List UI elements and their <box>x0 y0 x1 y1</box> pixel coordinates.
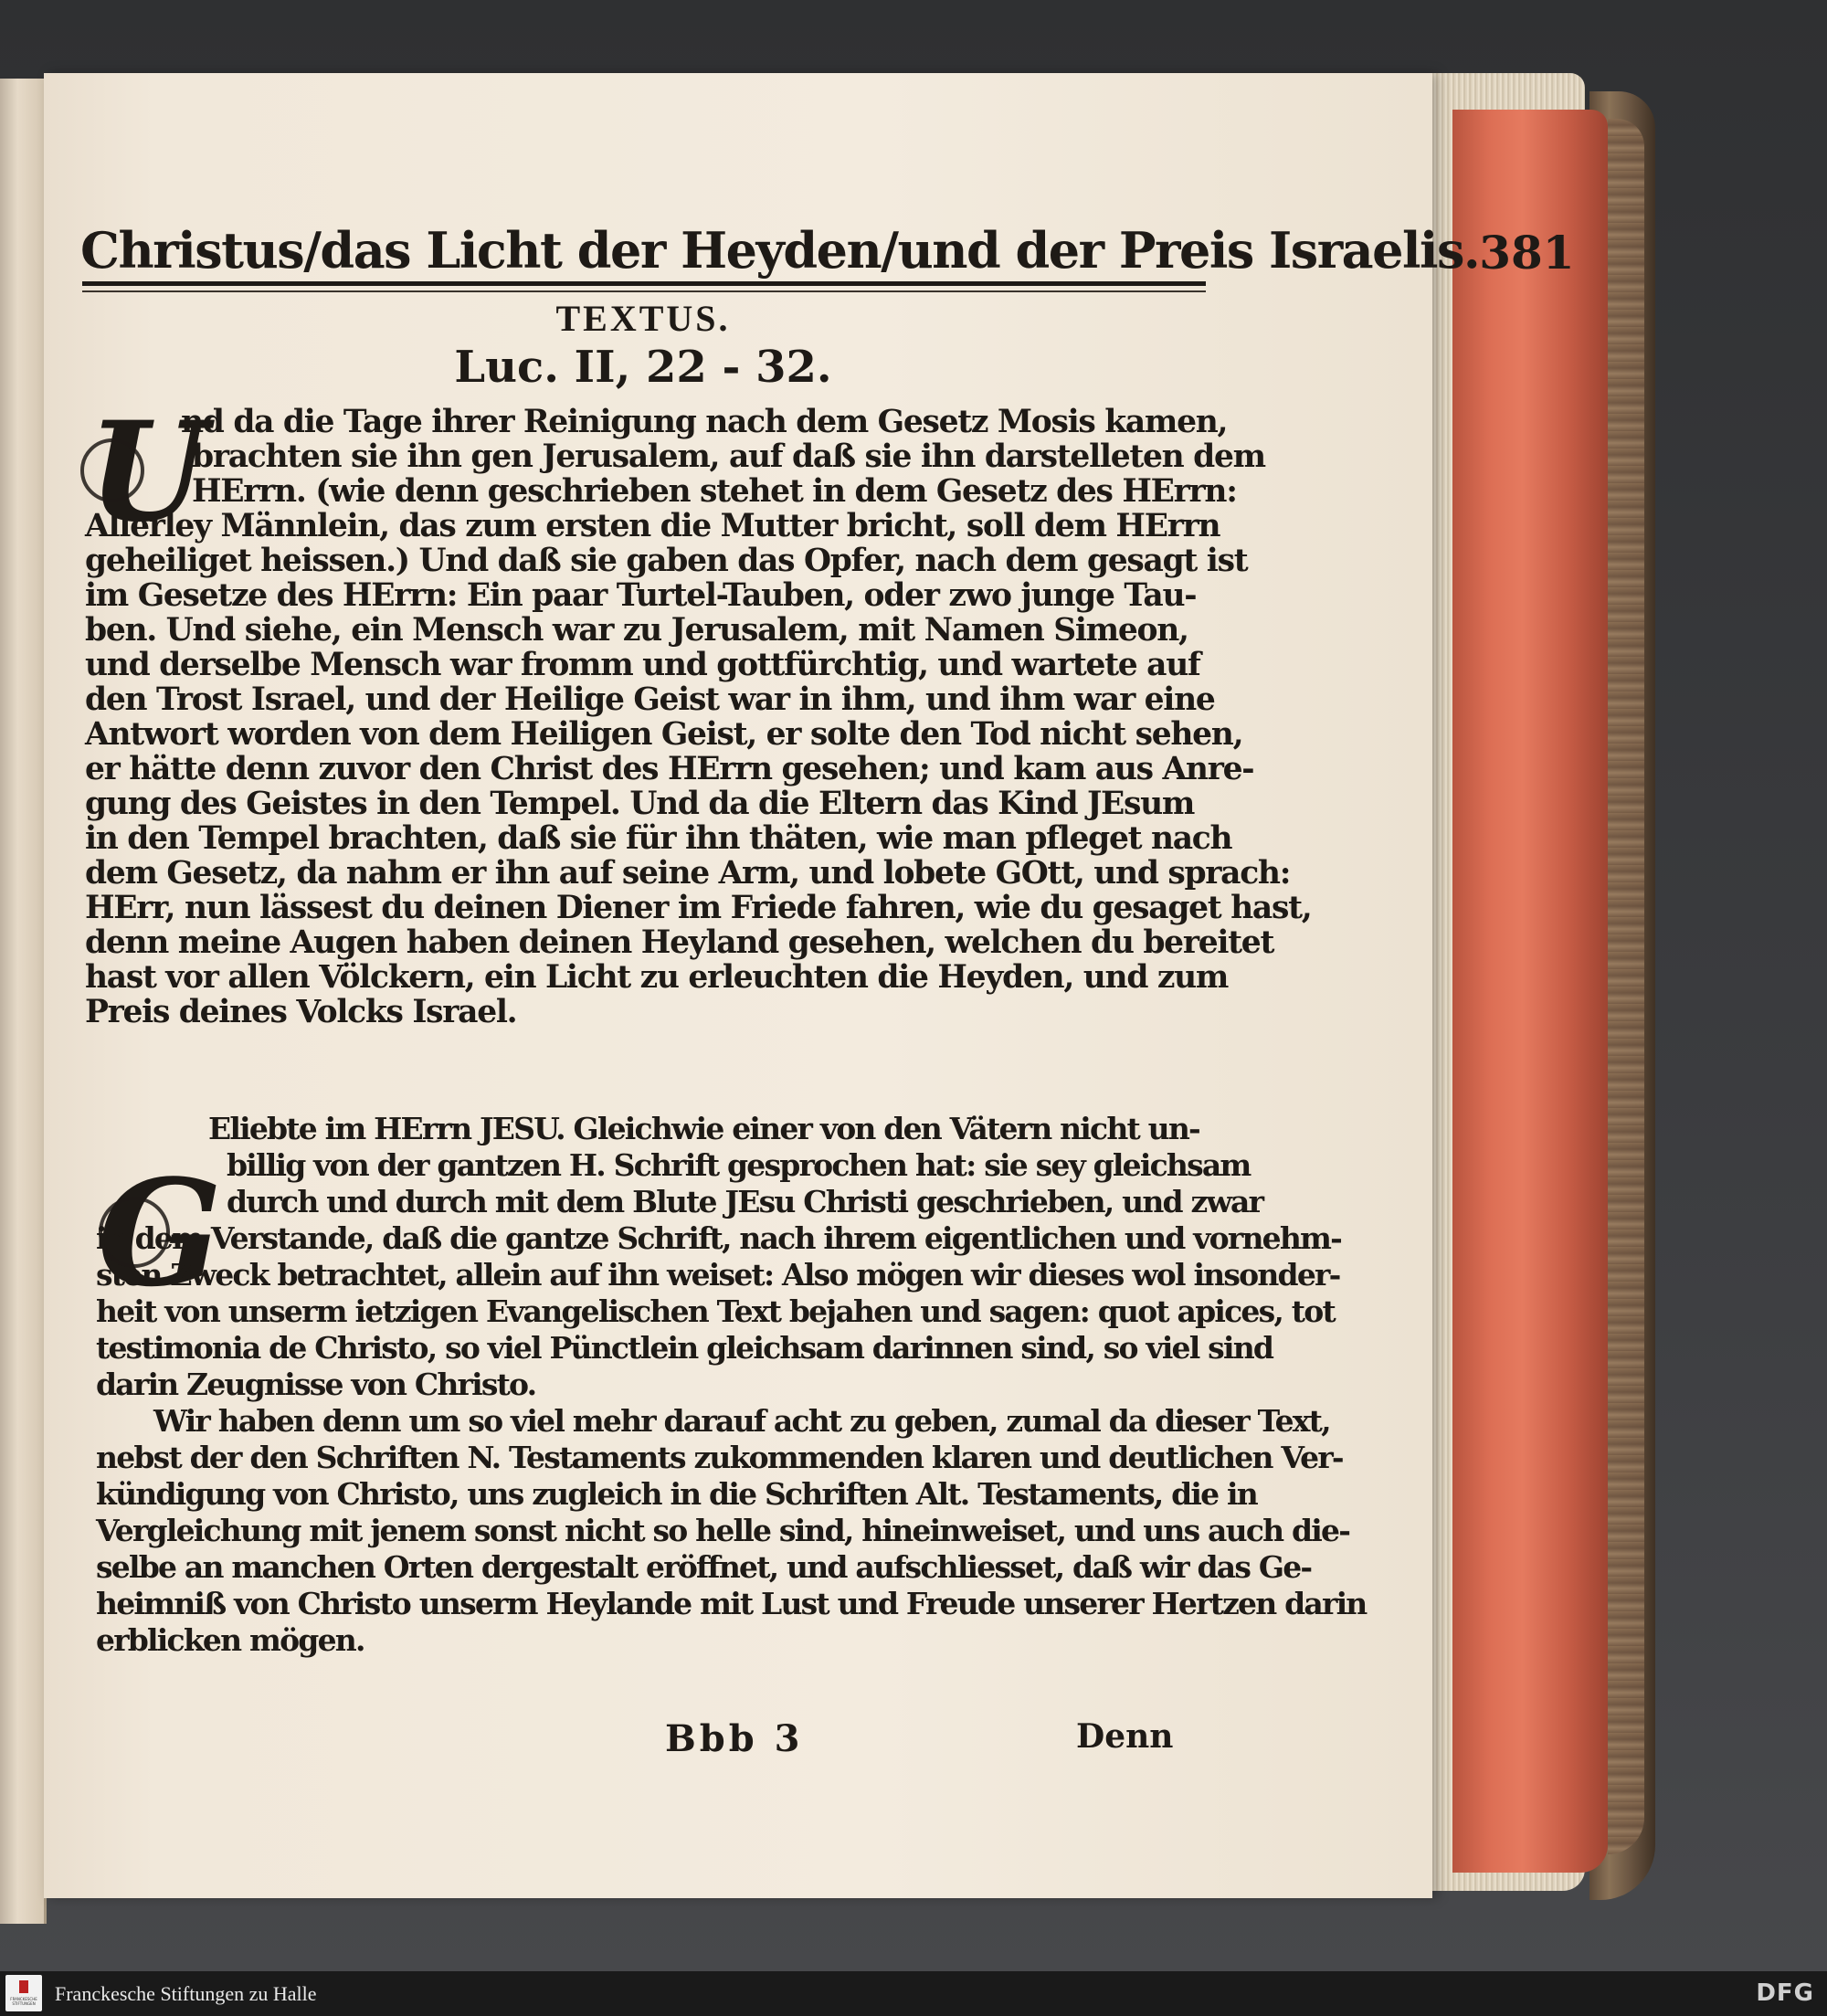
scripture-line: im Gesetze des HErrn: Ein paar Turtel-Tauben, oder zwo junge Tau- <box>85 577 1197 614</box>
institution-name[interactable]: Franckesche Stiftungen zu Halle <box>55 1982 317 2005</box>
logo-mark-icon <box>19 1980 28 1993</box>
scripture-line: denn meine Augen haben deinen Heyland gesehen, welchen du bereitet <box>85 924 1274 961</box>
scripture-reference: Luc. II, 22 - 32. <box>454 342 832 393</box>
scripture-line: ben. Und siehe, ein Mensch war zu Jerusalem, mit Namen Simeon, <box>85 612 1188 649</box>
sermon-line: heimniß von Christo unserm Heylande mit Lust und Freude unserer Hertzen darin <box>96 1586 1367 1621</box>
sermon-line: billig von der gantzen H. Schrift gesprochen hat: sie sey gleichsam <box>227 1147 1251 1183</box>
scripture-line: Allerley Männlein, das zum ersten die Mutter bricht, soll dem HErrn <box>85 508 1220 544</box>
left-page-edge <box>0 79 47 1924</box>
dropcap-g: G <box>97 1147 223 1319</box>
sermon-line: durch und durch mit dem Blute JEsu Christi geschrieben, und zwar <box>227 1184 1263 1219</box>
sermon-line: nebst der den Schriften N. Testaments zukommenden klaren und deutlichen Ver- <box>96 1440 1343 1475</box>
head-rule <box>82 281 1206 286</box>
sermon-line: testimonia de Christo, so viel Pünctlein gleichsam darinnen sind, so viel sind <box>96 1330 1273 1366</box>
scripture-line: brachten sie ihn gen Jerusalem, auf daß sie ihn darstelleten dem <box>192 438 1265 475</box>
scripture-line: HErrn. (wie denn geschrieben stehet in dem Gesetz des HErrn: <box>192 473 1237 510</box>
institution-logo[interactable] <box>5 1975 42 2011</box>
signature-mark: Bbb 3 <box>665 1717 804 1760</box>
scripture-line: hast vor allen Völckern, ein Licht zu erleuchten die Heyden, und zum <box>85 959 1229 996</box>
sermon-line: kündigung von Christo, uns zugleich in die Schriften Alt. Testaments, die in <box>96 1476 1257 1512</box>
sermon-line: darin Zeugnisse von Christo. <box>96 1367 536 1402</box>
sermon-line: Wir haben denn um so viel mehr darauf acht zu geben, zumal da dieser Text, <box>153 1403 1330 1439</box>
book-cover-texture <box>1608 119 1644 1854</box>
head-rule-thin <box>82 290 1206 292</box>
sermon-line: Eliebte im HErrn JESU. Gleichwie einer von den Vätern nicht un- <box>208 1111 1199 1146</box>
running-title: Christus/das Licht der Heyden/und der Preis Israelis. <box>80 221 1480 280</box>
viewer-footer-bar <box>0 1971 1827 2016</box>
sermon-line: heit von unserm ietzigen Evangelischen Text bejahen und sagen: quot apices, tot <box>96 1293 1335 1329</box>
scripture-line: dem Gesetz, da nahm er ihn auf seine Arm, und lobete GOtt, und sprach: <box>85 855 1291 892</box>
scripture-line: den Trost Israel, und der Heilige Geist war in ihm, und ihm war eine <box>85 681 1215 718</box>
sermon-line: in dem Verstande, daß die gantze Schrift, nach ihrem eigentlichen und vornehm- <box>96 1220 1342 1256</box>
logo-caption: FRANCKESCHE STIFTUNGEN <box>10 1997 37 2006</box>
red-page-edge <box>1452 110 1608 1873</box>
scripture-line: geheiliget heissen.) Und daß sie gaben das Opfer, nach dem gesagt ist <box>85 543 1248 579</box>
scripture-line: nd da die Tage ihrer Reinigung nach dem Gesetz Mosis kamen, <box>181 404 1228 440</box>
scripture-line: und derselbe Mensch war fromm und gottfürchtig, und wartete auf <box>85 647 1200 683</box>
scripture-line: Preis deines Volcks Israel. <box>85 994 517 1030</box>
sermon-line: Vergleichung mit jenem sonst nicht so helle sind, hineinweiset, und uns auch die- <box>96 1513 1350 1548</box>
dropcap-flourish <box>80 438 144 502</box>
sermon-line: sten Zweck betrachtet, allein auf ihn weiset: Also mögen wir dieses wol insonder- <box>96 1257 1340 1293</box>
scripture-line: in den Tempel brachten, daß sie für ihn thäten, wie man pfleget nach <box>85 820 1232 857</box>
dfg-logo[interactable]: DFG <box>1756 1979 1814 2007</box>
page-number: 381 <box>1479 226 1575 280</box>
dropcap-u: U <box>88 392 208 553</box>
section-heading: TEXTUS. <box>555 298 731 339</box>
running-head <box>80 201 1575 280</box>
sermon-line: selbe an manchen Orten dergestalt eröffnet, und aufschliesset, daß wir das Ge- <box>96 1549 1312 1585</box>
scripture-line: gung des Geistes in den Tempel. Und da die Eltern das Kind JEsum <box>85 786 1195 822</box>
sermon-line: erblicken mögen. <box>96 1622 364 1658</box>
scripture-line: HErr, nun lässest du deinen Diener im Friede fahren, wie du gesaget hast, <box>85 890 1312 926</box>
scripture-line: Antwort worden von dem Heiligen Geist, er solte den Tod nicht sehen, <box>85 716 1243 753</box>
book-page <box>44 73 1575 1898</box>
catchword: Denn <box>1076 1717 1174 1756</box>
scripture-line: er hätte denn zuvor den Christ des HErrn gesehen; und kam aus Anre- <box>85 751 1254 787</box>
